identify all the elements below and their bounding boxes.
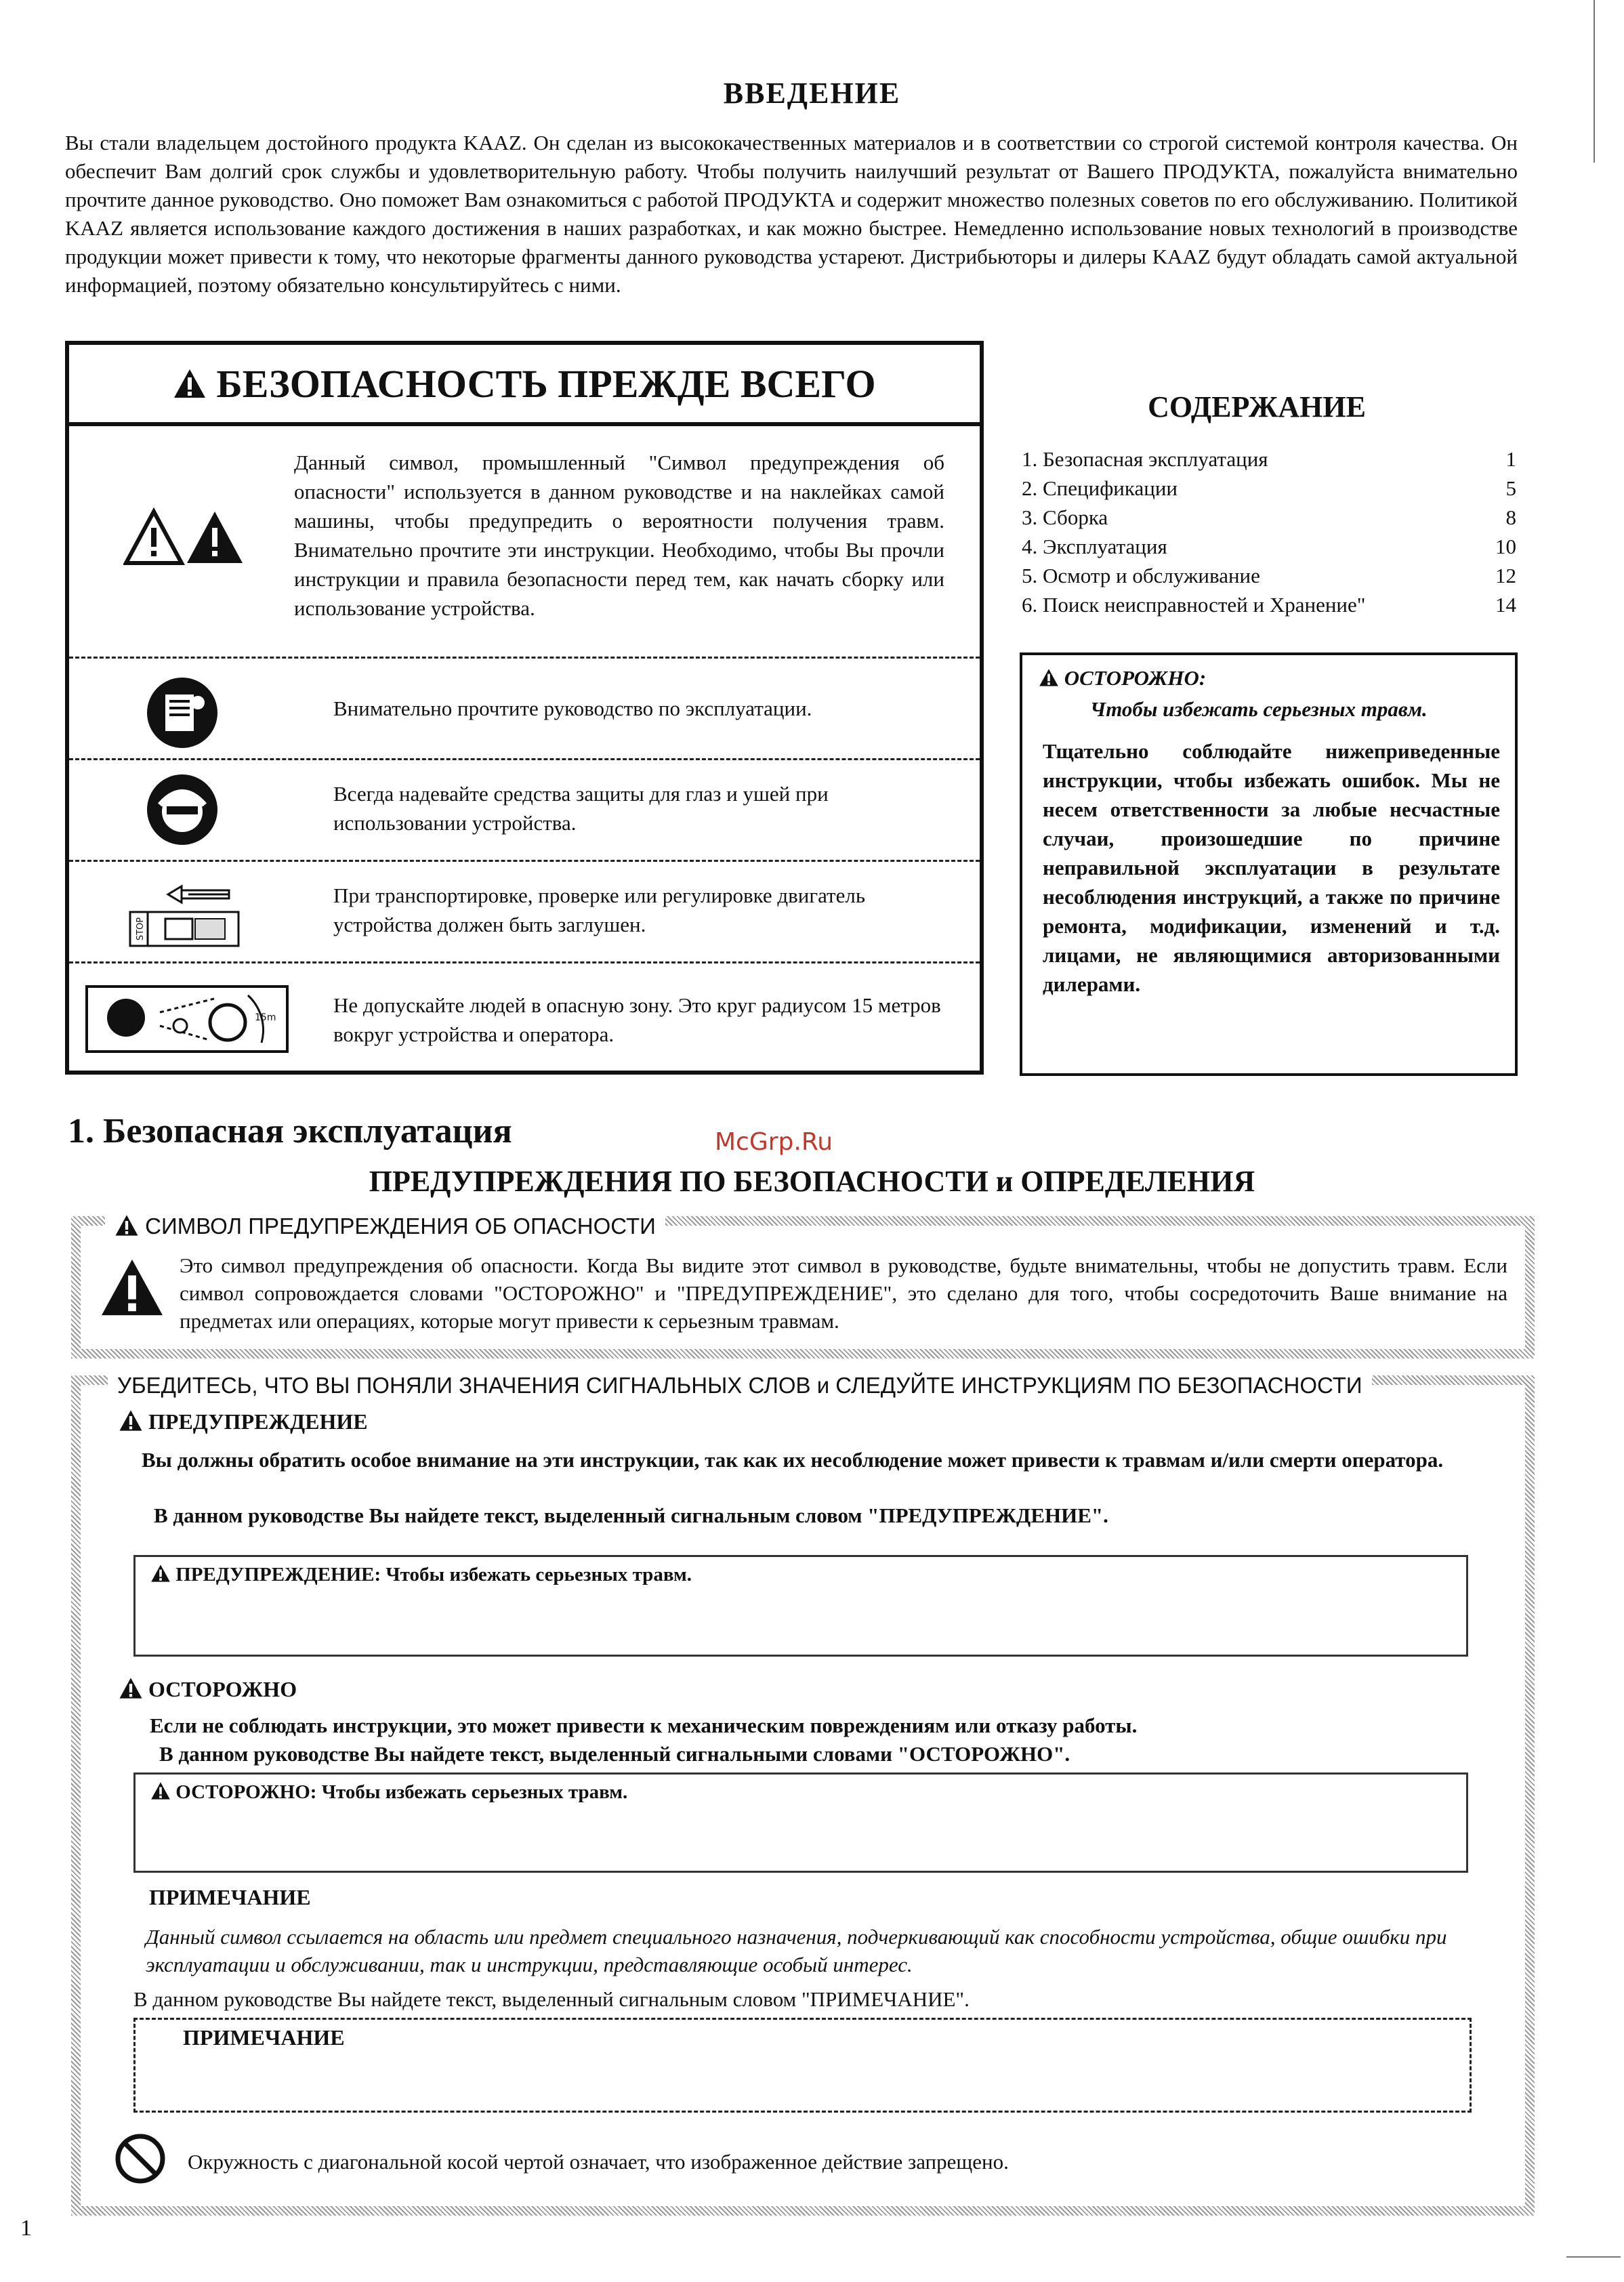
toc-item-page: 8	[1505, 505, 1516, 529]
caution-head	[1039, 666, 1206, 690]
symbol-frame-text: Это символ предупреждения об опасности. Когда Вы видите этот символ в руководстве, будьте внимательны, чтобы не допустить травм. Если символ сопровождается словами "ОСТОРОЖНО" и "ПРЕДУПРЕЖДЕНИЕ", это сделано для того, чтобы сосредоточить Ваше внимание на предметах или операциях, которые могут привести к серьезным травмам.	[180, 1253, 1507, 1333]
toc-item-label: 2. Спецификации	[1022, 476, 1178, 500]
note-text: Данный символ ссылается на область или предмет специального назначения, подчеркивающий как способности устройства, общие ошибки при эксплуатации и обслуживании, так и инструкции, представляющие особый интерес.	[146, 1925, 1447, 1976]
warning-example-box	[133, 1555, 1468, 1657]
toc-item-page: 10	[1495, 535, 1516, 558]
toc-item[interactable]	[1022, 474, 1516, 503]
safety-row-text: Всегда надевайте средства защиты для глаз и ушей при использовании устройства.	[333, 782, 829, 835]
toc-item-page: 12	[1495, 564, 1516, 587]
safety-row	[69, 758, 980, 860]
caution-example-box	[133, 1772, 1468, 1873]
toc-item[interactable]	[1022, 503, 1516, 532]
caution-box-text: ОСТОРОЖНО: Чтобы избежать серьезных травм.	[175, 1781, 628, 1803]
safety-row	[69, 426, 980, 657]
warning-box-label	[150, 1564, 692, 1586]
caution-title-text: ОСТОРОЖНО	[148, 1677, 297, 1701]
symbol-frame	[71, 1213, 1535, 1358]
warning-box-text: ПРЕДУПРЕЖДЕНИЕ: Чтобы избежать серьезных травм.	[175, 1564, 692, 1585]
signal-words-frame	[71, 1375, 1535, 2216]
safety-row-text: Данный символ, промышленный "Символ предупреждения об опасности" используется в данном руководстве и на наклейках самой машины, чтобы предупредить о вероятности получения травм. Внимательно прочтите эти инструкции. Необходимо, чтобы Вы прочли инструкции и правила безопасности перед тем, как начать сборку или использование устройства.	[294, 451, 944, 620]
warning-triangle-icon	[1039, 668, 1059, 687]
warning-triangle-icon	[98, 1257, 166, 1321]
engine-stop-icon	[127, 881, 243, 952]
toc-item-label: 5. Осмотр и обслуживание	[1022, 564, 1260, 587]
toc-item-page: 1	[1505, 447, 1516, 471]
scan-edge-line	[1566, 2256, 1621, 2258]
toc-item[interactable]	[1022, 590, 1516, 619]
caution-box-label	[150, 1781, 627, 1804]
warning-text: Вы должны обратить особое внимание на эти инструкции, так как их несоблюдение может привести к травмам и/или смерти оператора.	[142, 1448, 1444, 1472]
warning-triangle-icon	[150, 1781, 171, 1800]
safety-row-text: Не допускайте людей в опасную зону. Это круг радиусом 15 метров вокруг устройства и оператора.	[333, 993, 941, 1046]
warning-title	[119, 1409, 368, 1434]
safety-row-text: Внимательно прочтите руководство по эксплуатации.	[333, 697, 812, 720]
symbol-frame-label	[105, 1213, 665, 1239]
watermark: McGrp.Ru	[715, 1128, 833, 1156]
warning-symbols-icon	[123, 507, 245, 572]
note-example-box	[133, 2018, 1472, 2113]
toc-item[interactable]	[1022, 444, 1516, 474]
caution-title	[119, 1677, 297, 1702]
warning-triangle-icon	[173, 368, 207, 399]
safety-row	[69, 961, 980, 1071]
toc-item-page: 5	[1505, 476, 1516, 500]
stop-label: STOP	[136, 917, 146, 941]
eye-ear-protection-icon	[145, 772, 220, 850]
read-manual-icon	[145, 676, 220, 753]
symbol-frame-label-text: СИМВОЛ ПРЕДУПРЕЖДЕНИЯ ОБ ОПАСНОСТИ	[145, 1213, 656, 1239]
caution-body: Тщательно соблюдайте нижеприведенные инструкции, чтобы избежать ошибок. Мы не несем ответственности за любые несчастные случаи, произошедшие по причине неправильной эксплуатации в результате несоблюдения инструкций, а также по причине ремонта, модификации, изменений и т.д. лицами, не являющимися авторизованными дилерами.	[1043, 739, 1500, 996]
caution-text-2: В данном руководстве Вы найдете текст, выделенный сигнальными словами "ОСТОРОЖНО".	[159, 1742, 1070, 1766]
caution-box	[1020, 652, 1518, 1076]
section-subtitle: ПРЕДУПРЕЖДЕНИЯ ПО БЕЗОПАСНОСТИ и ОПРЕДЕЛЕНИЯ	[369, 1165, 1255, 1198]
toc-item-label: 3. Сборка	[1022, 505, 1108, 529]
intro-title: ВВЕДЕНИЕ	[723, 77, 901, 110]
page-number: 1	[20, 2216, 32, 2241]
safety-row	[69, 860, 980, 961]
toc-item-label: 1. Безопасная эксплуатация	[1022, 447, 1268, 471]
intro-text: Вы стали владельцем достойного продукта KAAZ. Он сделан из высококачественных материалов и в соответствии со строгой системой контроля качества. Он обеспечит Вам долгий срок службы и удовлетворительную работу. Чтобы получить наилучший результат от Вашего ПРОДУКТА, пожалуйста внимательно прочтите данное руководство. Оно поможет Вам ознакомиться с работой ПРОДУКТА и содержит множество полезных советов по его обслуживанию. Политикой KAAZ является использование каждого достижения в наших разработках, и как можно быстрее. Немедленно использование новых технологий в производстве продукции может привести к тому, что некоторые фрагменты данного руководства устареют. Дистрибьюторы и дилеры KAAZ будут обладать самой актуальной информацией, поэтому обязательно консультируйтесь с ними.	[65, 131, 1518, 297]
note-title: ПРИМЕЧАНИЕ	[149, 1885, 311, 1909]
caution-head-text: ОСТОРОЖНО:	[1064, 666, 1207, 690]
warning-triangle-icon	[119, 1409, 143, 1432]
toc-item-label: 6. Поиск неисправностей и Хранение"	[1022, 593, 1366, 617]
zone-label: 15m	[255, 1012, 276, 1023]
safety-header	[69, 345, 980, 426]
toc-item[interactable]	[1022, 561, 1516, 590]
safety-row-text: При транспортировке, проверке или регулировке двигатель устройства должен быть заглушен.	[333, 884, 865, 936]
toc-item-label: 4. Эксплуатация	[1022, 535, 1167, 558]
danger-zone-icon	[85, 985, 289, 1056]
section-title: 1. Безопасная эксплуатация	[68, 1112, 512, 1150]
safety-row	[69, 657, 980, 758]
warning-triangle-icon	[150, 1564, 171, 1583]
warning-text-2: В данном руководстве Вы найдете текст, выделенный сигнальным словом "ПРЕДУПРЕЖДЕНИЕ".	[154, 1503, 1108, 1527]
prohibit-text: Окружность с диагональной косой чертой означает, что изображенное действие запрещено.	[188, 2150, 1009, 2174]
signal-frame-label: УБЕДИТЕСЬ, ЧТО ВЫ ПОНЯЛИ ЗНАЧЕНИЯ СИГНАЛЬНЫХ СЛОВ и СЛЕДУЙТЕ ИНСТРУКЦИЯМ ПО БЕЗОПАСНОСТИ	[108, 1373, 1372, 1398]
warning-title-text: ПРЕДУПРЕЖДЕНИЕ	[148, 1409, 368, 1434]
caution-sub: Чтобы избежать серьезных травм.	[1090, 697, 1428, 721]
safety-first-box	[65, 341, 984, 1075]
toc-title: СОДЕРЖАНИЕ	[1148, 390, 1366, 423]
warning-triangle-icon	[114, 1214, 139, 1237]
note-text-2: В данном руководстве Вы найдете текст, выделенный сигнальным словом "ПРИМЕЧАНИЕ".	[133, 1987, 970, 2011]
prohibited-icon	[114, 2133, 166, 2188]
caution-text: Если не соблюдать инструкции, это может привести к механическим повреждениям или отказу работы.	[150, 1714, 1138, 1737]
note-box-label: ПРИМЕЧАНИЕ	[183, 2025, 345, 2050]
toc-item-page: 14	[1495, 593, 1516, 617]
safety-title: БЕЗОПАСНОСТЬ ПРЕЖДЕ ВСЕГО	[216, 361, 876, 406]
toc-item[interactable]	[1022, 532, 1516, 561]
warning-triangle-icon	[119, 1677, 143, 1699]
